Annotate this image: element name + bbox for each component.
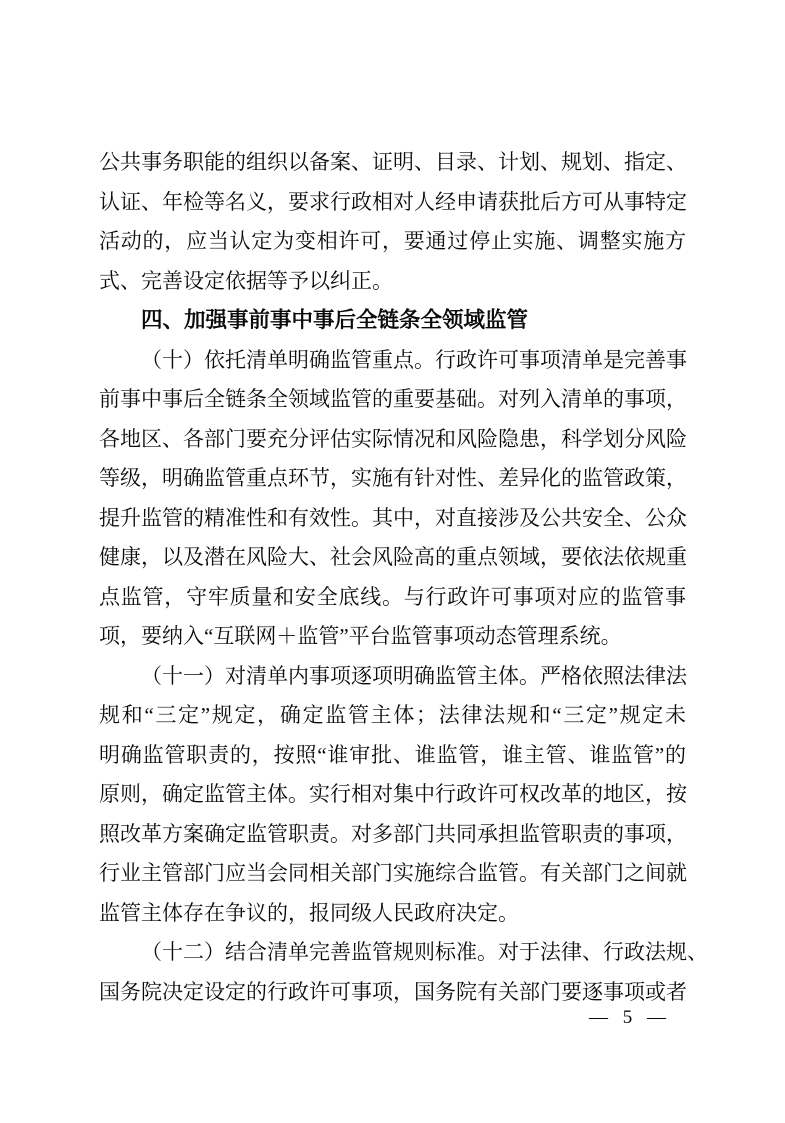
text-line: 监管主体存在争议的，报同级人民政府决定。	[99, 900, 519, 925]
text-line: 健康，以及潜在风险大、社会风险高的重点领域，要依法依规重	[99, 545, 687, 569]
text-line: 原则，确定监管主体。实行相对集中行政许可权改革的地区，按	[99, 782, 687, 806]
text-line: 式、完善设定依据等予以纠正。	[99, 268, 393, 293]
text-line: 前事中事后全链条全领域监管的重要基础。对列入清单的事项，	[99, 387, 687, 411]
text-line: 等级，明确监管重点环节，实施有针对性、差异化的监管政策，	[99, 466, 687, 490]
text-line: （十二）结合清单完善监管规则标准。对于法律、行政法规、	[141, 940, 708, 964]
text-line: 认证、年检等名义，要求行政相对人经申请获批后方可从事特定	[99, 189, 687, 214]
text-line: 行业主管部门应当会同相关部门实施综合监管。有关部门之间就	[99, 861, 687, 885]
text-line: 项，要纳入“互联网＋监管”平台监管事项动态管理系统。	[99, 624, 622, 648]
text-line: （十一）对清单内事项逐项明确监管主体。严格依照法律法	[141, 663, 687, 688]
section-heading: 四、加强事前事中事后全链条全领域监管	[141, 308, 529, 332]
document-body	[99, 143, 708, 1012]
text-line: 提升监管的精准性和有效性。其中，对直接涉及公共安全、公众	[99, 505, 687, 530]
text-line: 活动的，应当认定为变相许可，要通过停止实施、调整实施方	[99, 229, 686, 253]
text-line: 照改革方案确定监管职责。对多部门共同承担监管职责的事项，	[99, 821, 687, 846]
text-line: 国务院决定设定的行政许可事项，国务院有关部门要逐事项或者	[99, 979, 687, 1004]
text-line: 明确监管职责的，按照“谁审批、谁监管，谁主管、谁监管”的	[99, 742, 686, 767]
text-line: 各地区、各部门要充分评估实际情况和风险隐患，科学划分风险	[99, 426, 687, 451]
page-number: — 5 —	[589, 1007, 671, 1028]
text-line: 点监管，守牢质量和安全底线。与行政许可事项对应的监管事	[99, 584, 686, 609]
text-line: 公共事务职能的组织以备案、证明、目录、计划、规划、指定、	[99, 150, 687, 174]
text-line: （十）依托清单明确监管重点。行政许可事项清单是完善事	[141, 347, 687, 372]
text-line: 规和“三定”规定，确定监管主体；法律法规和“三定”规定未	[99, 703, 686, 727]
